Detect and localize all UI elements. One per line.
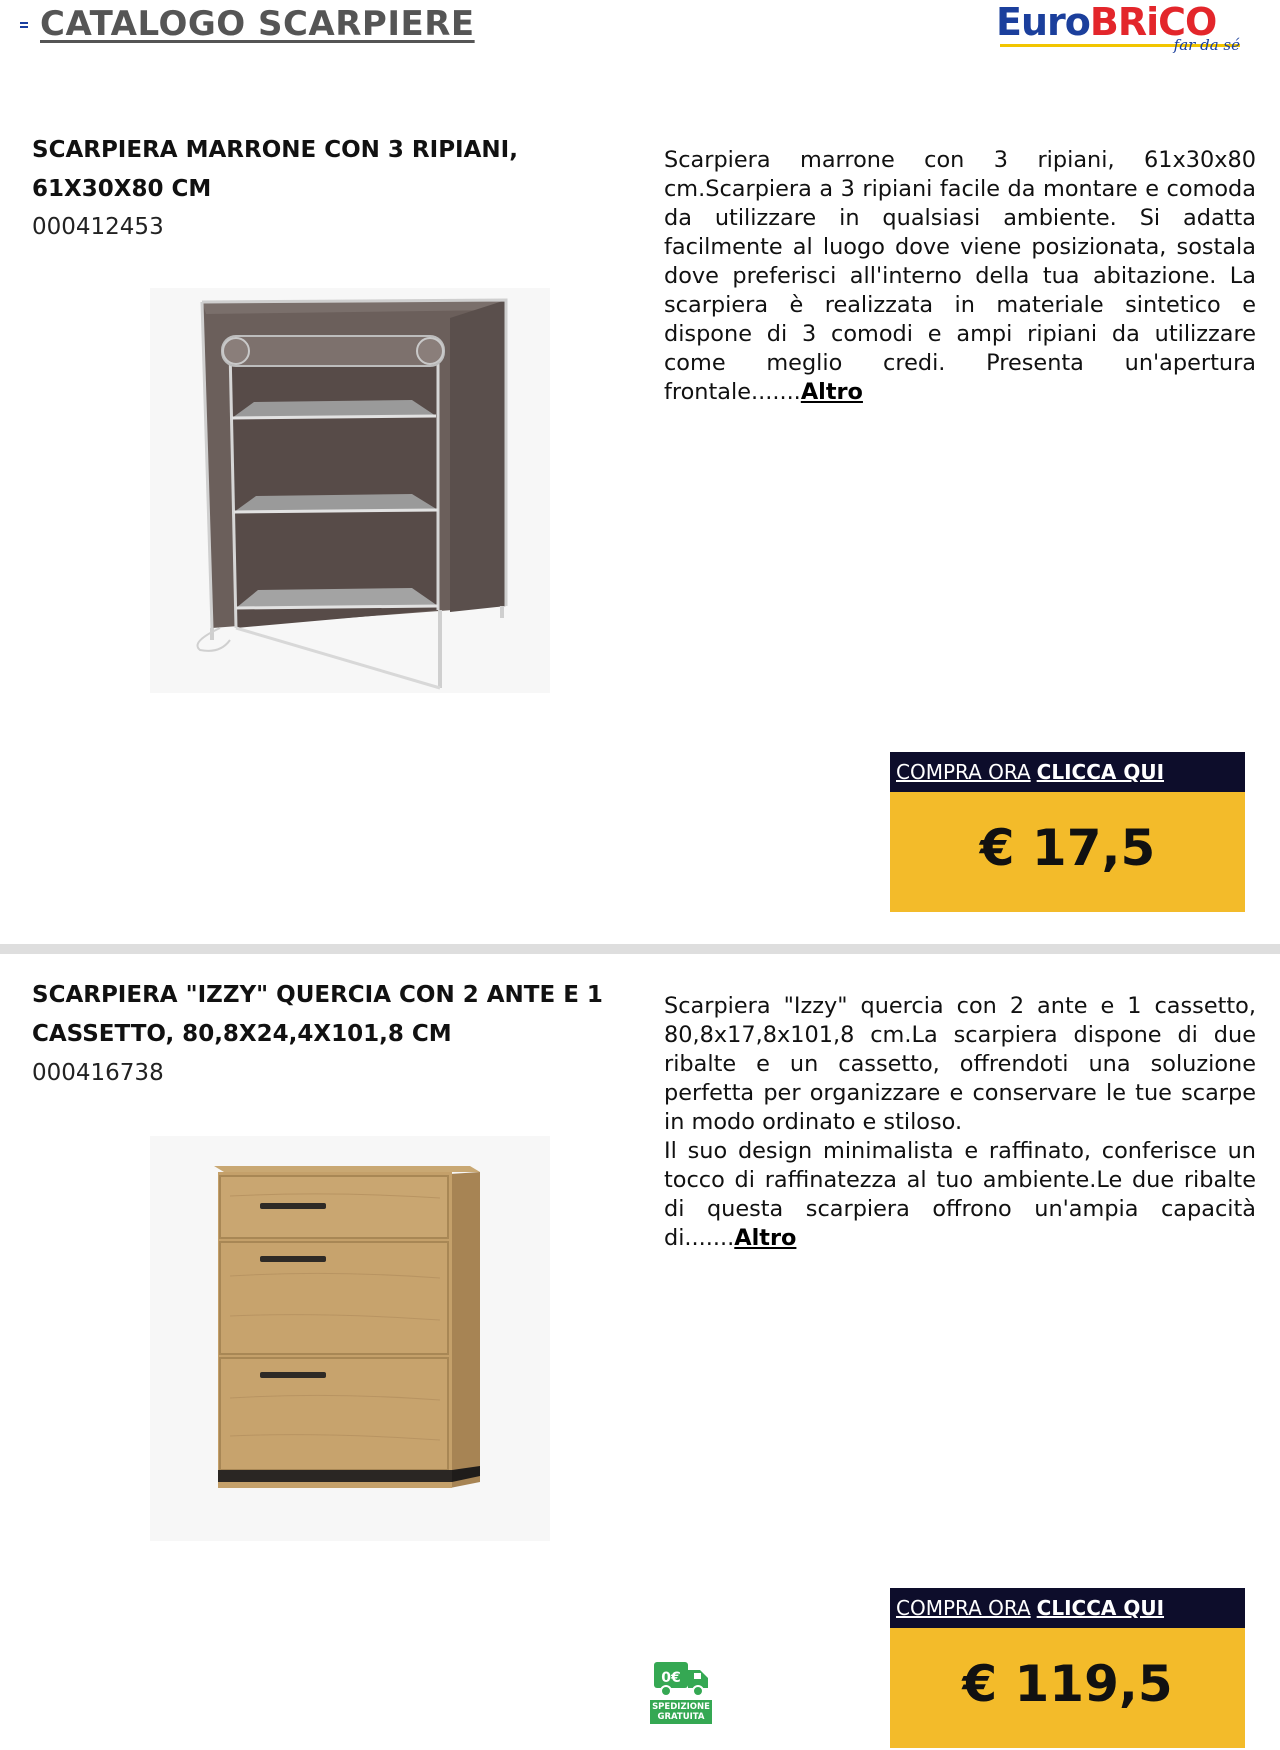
price-tag: € 119,5 [890,1628,1245,1748]
product-description: Scarpiera marrone con 3 ripiani, 61x30x80 cm.Scarpiera a 3 ripiani facile da montare e comoda da utilizzare in qualsiasi ambiente. Si adatta facilmente al luogo dove viene posizionata, sostala dove preferisci all'interno della tua abitazione. La scarpiera è realizzata in materiale sintetico e dispone di 3 comodi e ampi ripiani da utilizzare come meglio credi. Presenta un'apertura frontale.......Altro [664,147,1256,405]
page-title: CATALOGO SCARPIERE [40,4,475,44]
shipping-amount: 0€ [661,1670,681,1686]
section-divider [0,944,1280,954]
logo-tagline: far da sé [1173,36,1240,54]
more-link[interactable]: Altro [734,1225,797,1251]
free-shipping-badge [650,1658,712,1728]
buy-now-button[interactable]: COMPRA ORA CLICCA QUI [890,752,1245,792]
eurobrico-logo: EuroBRiCO far da sé [996,0,1240,54]
truck-icon [650,1658,712,1700]
menu-icon[interactable] [20,22,28,28]
product-image-shoe-rack-brown[interactable] [150,288,550,693]
product-name: SCARPIERA MARRONE CON 3 RIPIANI, 61X30X80 CM [32,137,518,202]
product-name: SCARPIERA "IZZY" QUERCIA CON 2 ANTE E 1 CASSETTO, 80,8X24,4X101,8 CM [32,982,603,1047]
product-code: 000412453 [32,214,164,240]
product-description: Scarpiera "Izzy" quercia con 2 ante e 1 cassetto, 80,8x17,8x101,8 cm.La scarpiera dispone di due ribalte e un cassetto, offrendoti una soluzione perfetta per organizzare e conservare le tue scarpe in modo ordinato e stiloso. Il suo design minimalista e raffinato, conferisce un tocco di raffinatezza al tuo ambiente.Le due ribalte di questa scarpiera offrono un'ampia capacità di.......Altro [664,993,1256,1251]
buy-now-button[interactable]: COMPRA ORA CLICCA QUI [890,1588,1245,1628]
shipping-label-line2: GRATUITA [657,1712,705,1722]
shipping-label-line1: SPEDIZIONE [652,1702,710,1712]
product-code: 000416738 [32,1060,164,1086]
more-link[interactable]: Altro [800,379,863,405]
product-image-shoe-cabinet-oak[interactable] [150,1136,550,1541]
price-tag: € 17,5 [890,792,1245,912]
